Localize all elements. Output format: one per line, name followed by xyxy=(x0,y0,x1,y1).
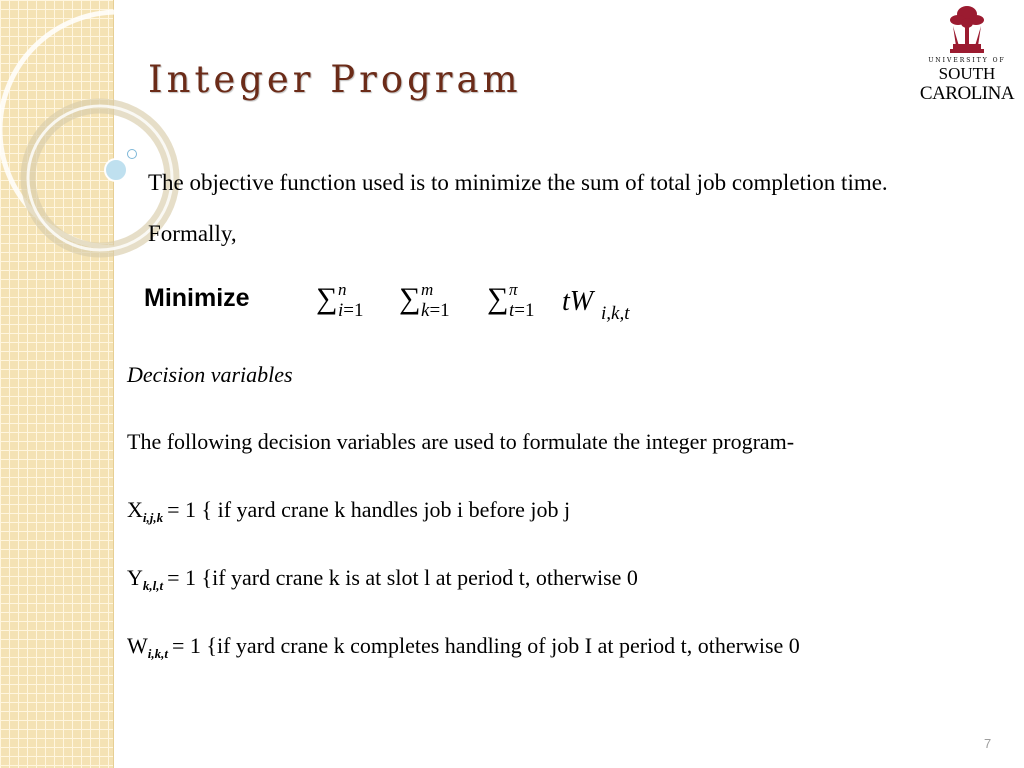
slide-title: Integer Program xyxy=(148,58,522,101)
decision-variable-w xyxy=(127,633,800,662)
summation-index: k xyxy=(421,300,430,321)
decision-variable-y xyxy=(127,565,638,594)
variable-subscript: i,j,k xyxy=(142,510,164,525)
formula-label: Minimize xyxy=(144,284,250,312)
decision-variables-intro: The following decision variables are used to formulate the integer program- xyxy=(127,429,795,454)
variable-symbol: W xyxy=(127,633,148,658)
summation-upper-limit: n xyxy=(338,280,347,299)
summation-index: i xyxy=(338,300,344,321)
summation-lower-limit xyxy=(509,300,535,322)
decision-variables-heading: Decision variables xyxy=(127,362,293,387)
summation-start: =1 xyxy=(514,300,535,321)
variable-subscript: k,l,t xyxy=(142,578,164,593)
summation-lower-limit xyxy=(421,300,450,322)
formula-term-subscript: i,k,t xyxy=(601,303,630,324)
summation-start: =1 xyxy=(429,300,450,321)
variable-symbol: X xyxy=(127,497,143,522)
logo-university-of: UNIVERSITY OF xyxy=(928,57,1006,64)
logo-carolina: CAROLINA xyxy=(919,83,1015,104)
logo-south: SOUTH xyxy=(938,64,996,83)
variable-symbol: Y xyxy=(127,565,143,590)
sigma-icon: ∑ xyxy=(316,282,338,315)
variable-definition: = 1 { if yard crane k handles job i before job j xyxy=(167,497,571,522)
formula-term: tW xyxy=(562,286,594,317)
variable-subscript: i,k,t xyxy=(147,646,168,661)
intro-paragraph: The objective function used is to minimize the sum of total job completion time. Formally, xyxy=(148,170,888,246)
summation-index: t xyxy=(509,300,515,321)
summation-start: =1 xyxy=(343,300,364,321)
sigma-icon: ∑ xyxy=(399,282,421,315)
summation-upper-limit: π xyxy=(509,280,518,299)
sigma-icon: ∑ xyxy=(487,282,509,315)
variable-definition: = 1 {if yard crane k is at slot l at period t, otherwise 0 xyxy=(167,565,638,590)
decision-variable-x xyxy=(127,497,570,526)
variable-definition: = 1 {if yard crane k completes handling of job I at period t, otherwise 0 xyxy=(172,633,800,658)
bullet-icon xyxy=(127,149,137,159)
page-number: 7 xyxy=(984,736,992,751)
university-logo xyxy=(915,4,1019,108)
summation-upper-limit: m xyxy=(421,280,434,299)
palmetto-tree-icon xyxy=(945,4,989,56)
summation-lower-limit xyxy=(338,300,364,322)
